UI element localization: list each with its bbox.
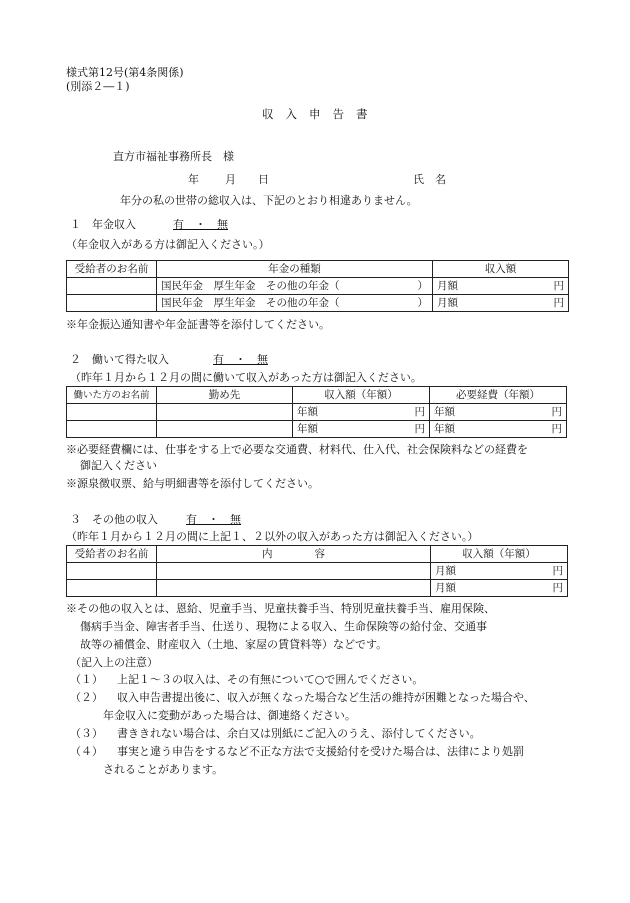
section2-presence[interactable]: 有 ・ 無 (213, 353, 268, 366)
document-title: 収入申告書 (262, 107, 380, 121)
amount-cell[interactable] (433, 295, 569, 312)
income-cell[interactable] (293, 404, 430, 421)
amount-label: 月額 (437, 279, 458, 292)
section1-heading: １ 年金収入 (70, 218, 136, 231)
content-cell[interactable] (157, 580, 431, 597)
applicant-name-label: 氏 名 (413, 173, 446, 186)
employer-cell[interactable] (157, 421, 293, 438)
section2-footnote-attachments: ※源泉徴収票、給与明細書等を添付してください。 (66, 477, 319, 490)
amount-label: 月額 (435, 581, 456, 594)
pension-type-cell[interactable] (157, 295, 433, 312)
section1-note: （年金収入がある方は御記入ください。） (66, 238, 270, 251)
column-header: 働いた方のお名前 (67, 387, 157, 404)
section3-footnote-cont1: 傷病手当金、障害者手当、仕送り、現物による収入、生命保険等の給付金、交通事 (80, 620, 487, 633)
yen-unit: 円 (414, 422, 425, 435)
date-year-label: 年 (188, 173, 199, 186)
column-header: 必要経費（年額） (430, 387, 567, 404)
column-header: 受給者のお名前 (67, 546, 157, 563)
addressee: 直方市福祉事務所長 様 (113, 150, 234, 163)
section1-footnote: ※年金振込通知書や年金証書等を添付してください。 (66, 318, 330, 331)
column-header: 収入額（年額） (431, 546, 568, 563)
date-month-label: 月 (225, 173, 236, 186)
column-header: 年金の種類 (157, 261, 433, 278)
worker-name-cell[interactable] (67, 421, 157, 438)
table-row (67, 563, 568, 580)
table-row (67, 404, 567, 421)
expense-label: 年額 (434, 422, 455, 435)
table-header-row (67, 387, 567, 404)
table-header-row (67, 546, 568, 563)
other-income-table (66, 545, 568, 597)
content-cell[interactable] (157, 563, 431, 580)
note-text-cont: されることがあります。 (103, 763, 224, 776)
table-row (67, 421, 567, 438)
table-row (67, 295, 569, 312)
section2-heading: ２ 働いて得た収入 (70, 353, 169, 366)
column-header: 収入額 (433, 261, 569, 278)
amount-label: 月額 (437, 296, 458, 309)
note-number: （１） (70, 673, 103, 686)
column-header: 受給者のお名前 (67, 261, 157, 278)
section3-note: （昨年１月から１２月の間に上記１、２以外の収入があった方は御記入ください。） (66, 530, 479, 543)
recipient-name-cell[interactable] (67, 580, 157, 597)
section3-presence[interactable]: 有 ・ 無 (186, 513, 241, 526)
amount-label: 月額 (435, 564, 456, 577)
expense-label: 年額 (434, 405, 455, 418)
column-header: 内 容 (157, 546, 431, 563)
note-text: 書ききれない場合は、余白又は別紙にご記入のうえ、添付してください。 (117, 727, 481, 740)
yen-unit: 円 (414, 405, 425, 418)
attachment-label: (別添２―１) (66, 80, 130, 93)
table-row (67, 278, 569, 295)
pension-table (66, 260, 569, 312)
pension-type-text: 国民年金 厚生年金 その他の年金（ (161, 279, 340, 292)
employer-cell[interactable] (157, 404, 293, 421)
note-number: （４） (70, 745, 103, 758)
pension-type-text: 国民年金 厚生年金 その他の年金（ (161, 296, 340, 309)
recipient-name-cell[interactable] (67, 278, 157, 295)
yen-unit: 円 (553, 279, 564, 292)
expense-cell[interactable] (430, 404, 567, 421)
income-label: 年額 (297, 422, 318, 435)
section3-footnote-cont2: 故等の補償金、財産収入（土地、家屋の賃貸料等）などです。 (80, 638, 388, 651)
expense-cell[interactable] (430, 421, 567, 438)
yen-unit: 円 (551, 405, 562, 418)
notes-heading: （記入上の注意） (70, 656, 158, 669)
note-number: （２） (70, 691, 103, 704)
section3-heading: ３ その他の収入 (70, 513, 158, 526)
worker-name-cell[interactable] (67, 404, 157, 421)
yen-unit: 円 (552, 564, 563, 577)
yen-unit: 円 (552, 581, 563, 594)
section2-footnote-expenses-cont: 御記入ください (80, 459, 157, 472)
section2-footnote-expenses: ※必要経費欄には、仕事をする上で必要な交通費、材料代、仕入代、社会保険料などの経費を (66, 443, 528, 456)
section2-note: （昨年１月から１２月の間に働いて収入があった方は御記入ください。 (70, 371, 422, 384)
income-cell[interactable] (293, 421, 430, 438)
amount-cell[interactable] (433, 278, 569, 295)
employment-income-table (66, 386, 567, 438)
section1-presence[interactable]: 有 ・ 無 (173, 218, 228, 231)
table-header-row (67, 261, 569, 278)
close-paren: ） (417, 279, 428, 292)
note-text: 収入申告書提出後に、収入が無くなった場合など生活の維持が困難となった場合や、 (117, 691, 535, 704)
yen-unit: 円 (553, 296, 564, 309)
note-text: 事実と違う申告をするなど不正な方法で支援給付を受けた場合は、法律により処罰 (117, 745, 524, 758)
column-header: 収入額（年額） (293, 387, 430, 404)
yen-unit: 円 (551, 422, 562, 435)
recipient-name-cell[interactable] (67, 295, 157, 312)
pension-type-cell[interactable] (157, 278, 433, 295)
section3-footnote: ※その他の収入とは、恩給、児童手当、児童扶養手当、特別児童扶養手当、雇用保険、 (66, 602, 495, 615)
form-number: 様式第12号(第4条関係) (66, 66, 184, 79)
income-label: 年額 (297, 405, 318, 418)
table-row (67, 580, 568, 597)
date-day-label: 日 (258, 173, 269, 186)
close-paren: ） (417, 296, 428, 309)
amount-cell[interactable] (431, 580, 568, 597)
note-text: 上記１～３の収入は、その有無について○で囲んでください。 (117, 673, 424, 686)
declaration-text: 年分の私の世帯の総収入は、下記のとおり相違ありません。 (120, 194, 418, 207)
note-text-cont: 年金収入に変動があった場合は、御連絡ください。 (103, 709, 356, 722)
column-header: 勤め先 (157, 387, 293, 404)
amount-cell[interactable] (431, 563, 568, 580)
note-number: （３） (70, 727, 103, 740)
recipient-name-cell[interactable] (67, 563, 157, 580)
